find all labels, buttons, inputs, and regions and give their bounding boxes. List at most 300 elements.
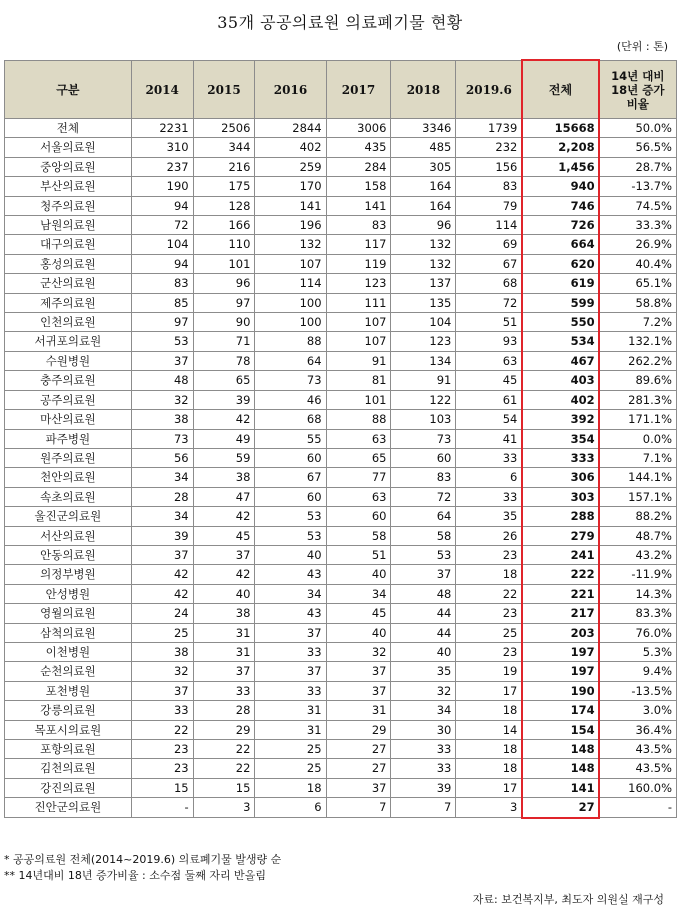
total-cell: 279: [522, 526, 599, 545]
rate-cell: 14.3%: [599, 584, 676, 603]
value-cell: 79: [456, 196, 522, 215]
rate-cell: 88.2%: [599, 507, 676, 526]
row-label: 중앙의료원: [5, 157, 132, 176]
total-cell: 221: [522, 584, 599, 603]
total-cell: 726: [522, 216, 599, 235]
value-cell: 14: [456, 720, 522, 739]
total-cell: 174: [522, 701, 599, 720]
row-label: 영월의료원: [5, 604, 132, 623]
value-cell: 101: [326, 390, 391, 409]
rate-cell: 74.5%: [599, 196, 676, 215]
value-cell: 63: [326, 487, 391, 506]
table-row: [5, 196, 677, 215]
value-cell: 83: [131, 274, 193, 293]
table-row: [5, 662, 677, 681]
value-cell: 59: [193, 448, 255, 467]
value-cell: 91: [326, 351, 391, 370]
footnotes: [4, 852, 281, 884]
value-cell: 72: [391, 487, 456, 506]
value-cell: 164: [391, 196, 456, 215]
row-label: 목포시의료원: [5, 720, 132, 739]
rate-cell: 65.1%: [599, 274, 676, 293]
row-label: 김천의료원: [5, 759, 132, 778]
row-label: 강진의료원: [5, 778, 132, 797]
rate-cell: 171.1%: [599, 410, 676, 429]
value-cell: 38: [193, 604, 255, 623]
value-cell: 119: [326, 254, 391, 273]
row-label: 충주의료원: [5, 371, 132, 390]
value-cell: 49: [193, 429, 255, 448]
value-cell: 35: [456, 507, 522, 526]
rate-cell: -13.7%: [599, 177, 676, 196]
rate-cell: 157.1%: [599, 487, 676, 506]
value-cell: 196: [255, 216, 326, 235]
value-cell: 117: [326, 235, 391, 254]
total-cell: 620: [522, 254, 599, 273]
value-cell: 31: [326, 701, 391, 720]
value-cell: 37: [193, 545, 255, 564]
value-cell: 310: [131, 138, 193, 157]
value-cell: 42: [193, 565, 255, 584]
value-cell: 284: [326, 157, 391, 176]
total-cell: 1,456: [522, 157, 599, 176]
total-cell: 940: [522, 177, 599, 196]
value-cell: 26: [456, 526, 522, 545]
value-cell: 63: [456, 351, 522, 370]
value-cell: 85: [131, 293, 193, 312]
value-cell: 37: [255, 623, 326, 642]
value-cell: 25: [456, 623, 522, 642]
row-label: 인천의료원: [5, 313, 132, 332]
table-row: [5, 487, 677, 506]
value-cell: 65: [193, 371, 255, 390]
total-cell: 148: [522, 740, 599, 759]
value-cell: 68: [255, 410, 326, 429]
total-cell: 619: [522, 274, 599, 293]
value-cell: 38: [131, 410, 193, 429]
value-cell: 141: [326, 196, 391, 215]
table-row: [5, 332, 677, 351]
value-cell: 51: [326, 545, 391, 564]
table-row: [5, 545, 677, 564]
table-row: [5, 623, 677, 642]
total-cell: 141: [522, 778, 599, 797]
value-cell: 40: [326, 565, 391, 584]
table-row: [5, 313, 677, 332]
value-cell: 67: [255, 468, 326, 487]
value-cell: 94: [131, 254, 193, 273]
rate-cell: 76.0%: [599, 623, 676, 642]
table-row: [5, 526, 677, 545]
value-cell: 68: [456, 274, 522, 293]
value-cell: 18: [255, 778, 326, 797]
table-row: [5, 798, 677, 817]
value-cell: 40: [326, 623, 391, 642]
header-cell: 2014: [131, 61, 193, 119]
table-row: [5, 371, 677, 390]
value-cell: 69: [456, 235, 522, 254]
value-cell: 67: [456, 254, 522, 273]
value-cell: 60: [326, 507, 391, 526]
row-label: 속초의료원: [5, 487, 132, 506]
value-cell: 33: [391, 740, 456, 759]
value-cell: 37: [326, 681, 391, 700]
value-cell: 53: [391, 545, 456, 564]
header-cell-total: 전체: [522, 61, 599, 119]
total-cell: 354: [522, 429, 599, 448]
value-cell: 28: [131, 487, 193, 506]
unit-label: (단위 : 톤): [616, 40, 668, 53]
value-cell: 83: [326, 216, 391, 235]
row-label: 진안군의료원: [5, 798, 132, 817]
value-cell: 22: [131, 720, 193, 739]
value-cell: 135: [391, 293, 456, 312]
waste-table: [4, 60, 677, 818]
value-cell: 45: [456, 371, 522, 390]
value-cell: 37: [131, 545, 193, 564]
value-cell: 158: [326, 177, 391, 196]
value-cell: 100: [255, 313, 326, 332]
value-cell: 23: [131, 740, 193, 759]
table-row: [5, 740, 677, 759]
value-cell: 37: [131, 681, 193, 700]
value-cell: 53: [131, 332, 193, 351]
row-label: 원주의료원: [5, 448, 132, 467]
value-cell: 37: [193, 662, 255, 681]
row-label: 마산의료원: [5, 410, 132, 429]
value-cell: 25: [131, 623, 193, 642]
row-label: 파주병원: [5, 429, 132, 448]
rate-cell: 0.0%: [599, 429, 676, 448]
value-cell: 64: [255, 351, 326, 370]
value-cell: 42: [193, 507, 255, 526]
row-label: 포천병원: [5, 681, 132, 700]
rate-cell: 36.4%: [599, 720, 676, 739]
value-cell: 37: [391, 565, 456, 584]
table-row: [5, 351, 677, 370]
value-cell: 107: [326, 332, 391, 351]
total-cell: 241: [522, 545, 599, 564]
value-cell: 23: [456, 604, 522, 623]
value-cell: 31: [255, 701, 326, 720]
rate-cell: -13.5%: [599, 681, 676, 700]
value-cell: 104: [131, 235, 193, 254]
value-cell: 31: [255, 720, 326, 739]
table-row: [5, 138, 677, 157]
total-cell: 288: [522, 507, 599, 526]
total-cell: 599: [522, 293, 599, 312]
value-cell: 45: [326, 604, 391, 623]
rate-cell: 33.3%: [599, 216, 676, 235]
value-cell: 64: [391, 507, 456, 526]
header-cell: 구분: [5, 61, 132, 119]
table-row: [5, 701, 677, 720]
total-cell: 148: [522, 759, 599, 778]
value-cell: 29: [326, 720, 391, 739]
value-cell: 156: [456, 157, 522, 176]
rate-cell: 3.0%: [599, 701, 676, 720]
value-cell: 41: [456, 429, 522, 448]
row-label: 울진군의료원: [5, 507, 132, 526]
value-cell: 6: [255, 798, 326, 817]
value-cell: 18: [456, 701, 522, 720]
rate-cell: 5.3%: [599, 642, 676, 661]
value-cell: 27: [326, 740, 391, 759]
rate-cell: 43.5%: [599, 740, 676, 759]
value-cell: 31: [193, 623, 255, 642]
rate-cell: -11.9%: [599, 565, 676, 584]
value-cell: 114: [255, 274, 326, 293]
total-cell: 306: [522, 468, 599, 487]
rate-cell: -: [599, 798, 676, 817]
table-row: [5, 177, 677, 196]
total-cell: 403: [522, 371, 599, 390]
value-cell: 44: [391, 604, 456, 623]
value-cell: 60: [255, 487, 326, 506]
table-row: [5, 157, 677, 176]
value-cell: 60: [391, 448, 456, 467]
value-cell: 39: [193, 390, 255, 409]
value-cell: 22: [193, 740, 255, 759]
value-cell: 94: [131, 196, 193, 215]
value-cell: 34: [255, 584, 326, 603]
total-cell: 550: [522, 313, 599, 332]
table-row: [5, 293, 677, 312]
value-cell: 44: [391, 623, 456, 642]
table-row: [5, 642, 677, 661]
value-cell: 2231: [131, 119, 193, 138]
table-row: [5, 720, 677, 739]
value-cell: 22: [193, 759, 255, 778]
value-cell: 54: [456, 410, 522, 429]
header-cell: 2018: [391, 61, 456, 119]
row-label: 공주의료원: [5, 390, 132, 409]
value-cell: 33: [255, 642, 326, 661]
value-cell: 90: [193, 313, 255, 332]
value-cell: 18: [456, 740, 522, 759]
table-row: [5, 216, 677, 235]
value-cell: 103: [391, 410, 456, 429]
value-cell: 30: [391, 720, 456, 739]
value-cell: 122: [391, 390, 456, 409]
value-cell: 58: [326, 526, 391, 545]
table-body: [5, 119, 677, 818]
value-cell: 37: [326, 662, 391, 681]
value-cell: 73: [255, 371, 326, 390]
value-cell: 32: [131, 662, 193, 681]
value-cell: 71: [193, 332, 255, 351]
rate-cell: 26.9%: [599, 235, 676, 254]
value-cell: 25: [255, 740, 326, 759]
value-cell: 485: [391, 138, 456, 157]
row-label: 삼척의료원: [5, 623, 132, 642]
value-cell: 23: [131, 759, 193, 778]
value-cell: 97: [131, 313, 193, 332]
row-label: 부산의료원: [5, 177, 132, 196]
rate-cell: 48.7%: [599, 526, 676, 545]
value-cell: 29: [193, 720, 255, 739]
rate-cell: 56.5%: [599, 138, 676, 157]
row-label: 순천의료원: [5, 662, 132, 681]
value-cell: 37: [326, 778, 391, 797]
value-cell: 35: [391, 662, 456, 681]
rate-cell: 160.0%: [599, 778, 676, 797]
header-cell: 2019.6: [456, 61, 522, 119]
value-cell: 232: [456, 138, 522, 157]
value-cell: 175: [193, 177, 255, 196]
total-cell: 15668: [522, 119, 599, 138]
rate-cell: 281.3%: [599, 390, 676, 409]
value-cell: 17: [456, 681, 522, 700]
row-label: 홍성의료원: [5, 254, 132, 273]
rate-cell: 89.6%: [599, 371, 676, 390]
value-cell: 40: [391, 642, 456, 661]
value-cell: 237: [131, 157, 193, 176]
row-label: 청주의료원: [5, 196, 132, 215]
total-cell: 2,208: [522, 138, 599, 157]
value-cell: 107: [326, 313, 391, 332]
value-cell: 259: [255, 157, 326, 176]
footnote: * 공공의료원 전체(2014~2019.6) 의료폐기물 발생량 순: [4, 853, 282, 866]
row-label: 군산의료원: [5, 274, 132, 293]
value-cell: 60: [255, 448, 326, 467]
value-cell: 132: [255, 235, 326, 254]
value-cell: 34: [131, 468, 193, 487]
value-cell: 110: [193, 235, 255, 254]
value-cell: 93: [456, 332, 522, 351]
row-label: 전체: [5, 119, 132, 138]
value-cell: 42: [193, 410, 255, 429]
value-cell: 104: [391, 313, 456, 332]
table-row: [5, 235, 677, 254]
rate-cell: 7.1%: [599, 448, 676, 467]
rate-cell: 58.8%: [599, 293, 676, 312]
value-cell: 42: [131, 584, 193, 603]
table-row: [5, 254, 677, 273]
total-cell: 467: [522, 351, 599, 370]
header-cell: 2016: [255, 61, 326, 119]
row-label: 안동의료원: [5, 545, 132, 564]
row-label: 제주의료원: [5, 293, 132, 312]
total-cell: 534: [522, 332, 599, 351]
value-cell: 344: [193, 138, 255, 157]
rate-cell: 132.1%: [599, 332, 676, 351]
rate-cell: 144.1%: [599, 468, 676, 487]
value-cell: 51: [456, 313, 522, 332]
value-cell: 170: [255, 177, 326, 196]
value-cell: 83: [456, 177, 522, 196]
table-row: [5, 759, 677, 778]
value-cell: 83: [391, 468, 456, 487]
value-cell: 15: [193, 778, 255, 797]
value-cell: 18: [456, 759, 522, 778]
total-cell: 217: [522, 604, 599, 623]
row-label: 서귀포의료원: [5, 332, 132, 351]
value-cell: 63: [326, 429, 391, 448]
value-cell: 81: [326, 371, 391, 390]
value-cell: 96: [193, 274, 255, 293]
value-cell: 132: [391, 254, 456, 273]
value-cell: 101: [193, 254, 255, 273]
value-cell: 53: [255, 507, 326, 526]
value-cell: 48: [391, 584, 456, 603]
value-cell: 3: [193, 798, 255, 817]
table-row: [5, 778, 677, 797]
table-row: [5, 119, 677, 138]
value-cell: 61: [456, 390, 522, 409]
table-row: [5, 507, 677, 526]
value-cell: 33: [456, 448, 522, 467]
rate-cell: 83.3%: [599, 604, 676, 623]
total-cell: 746: [522, 196, 599, 215]
value-cell: 166: [193, 216, 255, 235]
value-cell: 134: [391, 351, 456, 370]
row-label: 수원병원: [5, 351, 132, 370]
value-cell: 88: [326, 410, 391, 429]
value-cell: 7: [391, 798, 456, 817]
table-row: [5, 448, 677, 467]
value-cell: 73: [131, 429, 193, 448]
header-cell-rate: 14년 대비 18년 증가 비율: [599, 61, 676, 119]
value-cell: 38: [131, 642, 193, 661]
value-cell: 22: [456, 584, 522, 603]
table-row: [5, 274, 677, 293]
row-label: 포항의료원: [5, 740, 132, 759]
value-cell: 72: [131, 216, 193, 235]
total-cell: 303: [522, 487, 599, 506]
total-cell: 222: [522, 565, 599, 584]
value-cell: 3006: [326, 119, 391, 138]
source-note: 자료: 보건복지부, 최도자 의원실 재구성: [472, 893, 664, 906]
value-cell: 27: [326, 759, 391, 778]
value-cell: 40: [255, 545, 326, 564]
row-label: 서산의료원: [5, 526, 132, 545]
row-label: 서울의료원: [5, 138, 132, 157]
value-cell: 123: [391, 332, 456, 351]
value-cell: 58: [391, 526, 456, 545]
value-cell: 17: [456, 778, 522, 797]
table-row: [5, 390, 677, 409]
value-cell: 141: [255, 196, 326, 215]
header-cell: 2017: [326, 61, 391, 119]
value-cell: 33: [193, 681, 255, 700]
value-cell: 19: [456, 662, 522, 681]
value-cell: 402: [255, 138, 326, 157]
rate-cell: 43.5%: [599, 759, 676, 778]
total-cell: 197: [522, 662, 599, 681]
value-cell: 3: [456, 798, 522, 817]
header-row: [5, 61, 677, 119]
total-cell: 392: [522, 410, 599, 429]
value-cell: 23: [456, 545, 522, 564]
value-cell: 2844: [255, 119, 326, 138]
value-cell: 305: [391, 157, 456, 176]
value-cell: 40: [193, 584, 255, 603]
value-cell: 45: [193, 526, 255, 545]
table-row: [5, 681, 677, 700]
total-cell: 27: [522, 798, 599, 817]
value-cell: -: [131, 798, 193, 817]
value-cell: 91: [391, 371, 456, 390]
row-label: 이천병원: [5, 642, 132, 661]
rate-cell: 7.2%: [599, 313, 676, 332]
value-cell: 3346: [391, 119, 456, 138]
value-cell: 34: [391, 701, 456, 720]
row-label: 남원의료원: [5, 216, 132, 235]
value-cell: 137: [391, 274, 456, 293]
value-cell: 100: [255, 293, 326, 312]
value-cell: 33: [131, 701, 193, 720]
